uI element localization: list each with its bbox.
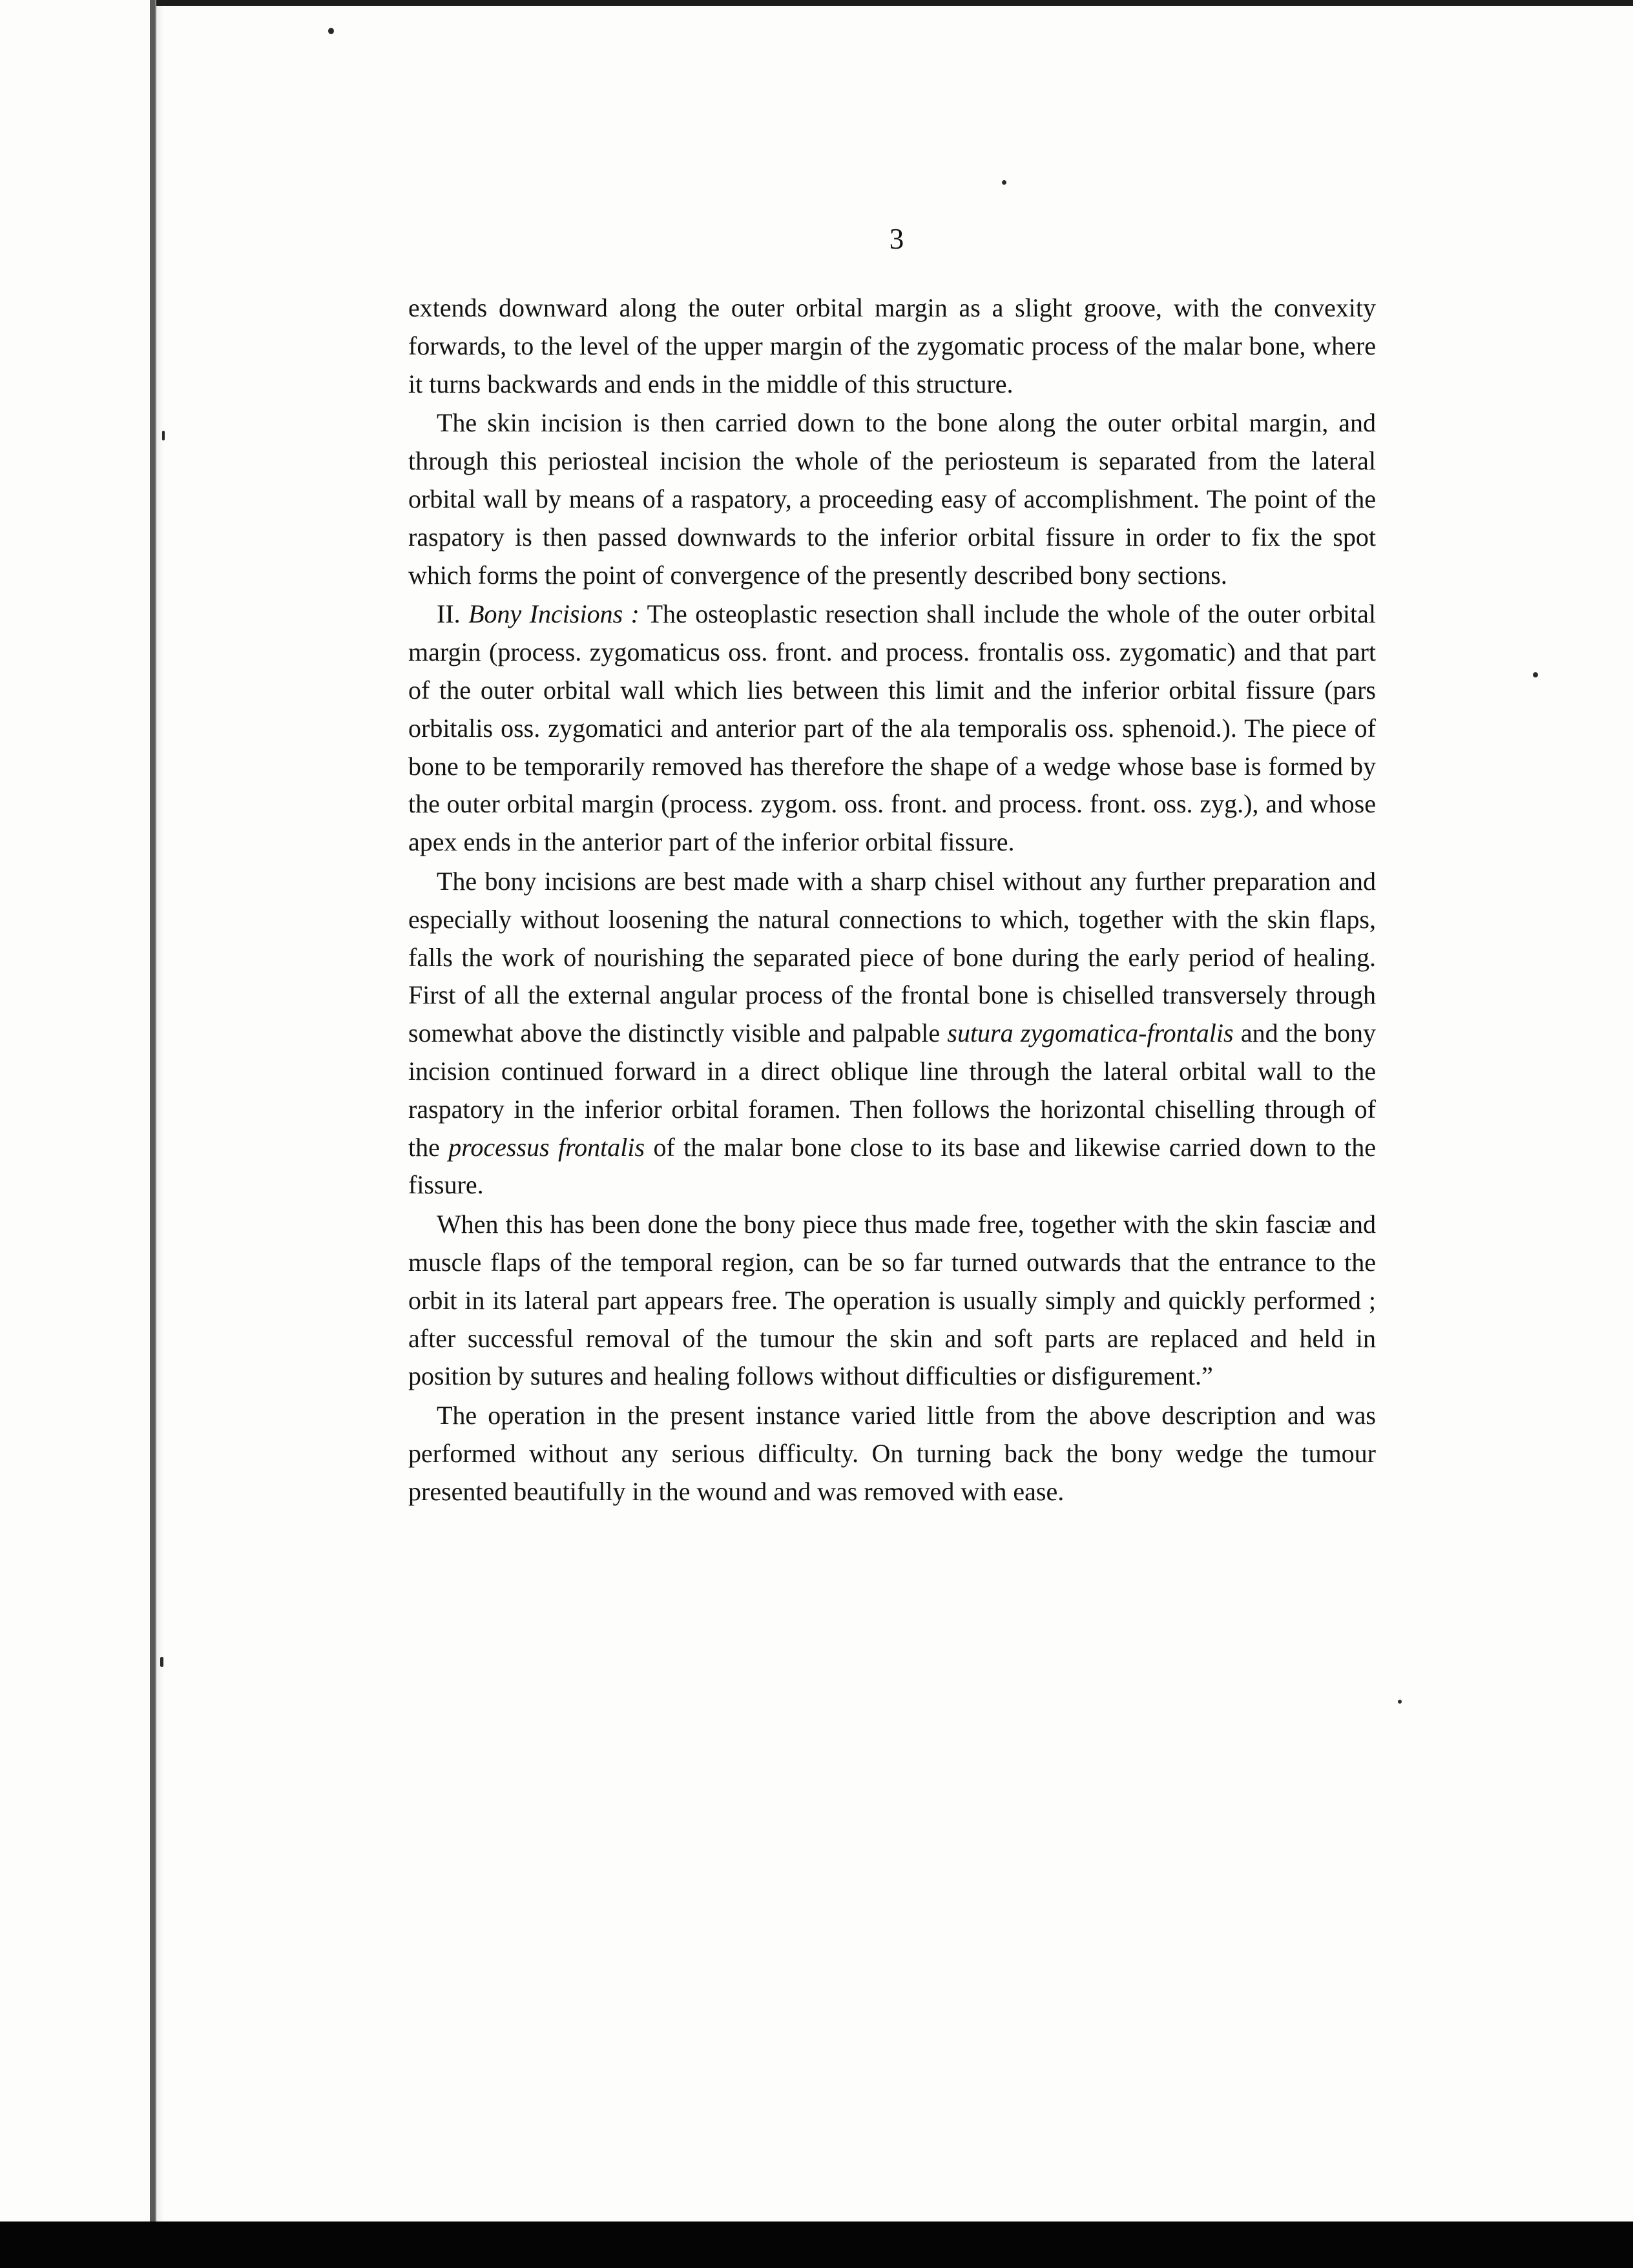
paragraph-result: When this has been done the bony piece thus made free, together with the skin fasciæ and muscle flaps of the temporal region, can be so far turned outwards that the entrance to the orbit in its lateral part appears free. The operation is usually simply and quickly performed ; after successful removal of the tumour the skin and soft parts are replaced and held in position by sutures and healing follows without difficulties or disfigurement.” <box>408 1210 1376 1391</box>
scan-speck <box>162 431 165 440</box>
paragraph-text: of the malar bone close to its base and likewise carried down to the fissure. <box>408 1132 1376 1200</box>
section-number: II. <box>437 599 469 629</box>
page-number: 3 <box>889 223 904 255</box>
paragraph-continuation: extends downward along the outer orbital margin as a slight groove, with the convexity forwards, to the level of the upper margin of the zygomatic process of the malar bone, where it turns backwards and ends in the middle of this structure. <box>408 293 1376 398</box>
paragraph-text: and the bony incision continued forward in a direct oblique line through the lateral orbital wall to the raspatory in the inferior orbital foramen. Then follows the horizontal chiselling through of the <box>408 1018 1377 1162</box>
scan-speck <box>1002 180 1006 185</box>
page-gutter-shadow <box>155 6 164 2222</box>
paragraph-skin-incision: The skin incision is then carried down to the bone along the outer orbital margin, and through this periosteal incision the whole of the periosteum is separated from the lateral orbital wall by means of a raspatory, a proceeding easy of accomplishment. The point of the raspatory is then passed downwards to the inferior orbital fissure in order to fix the spot which forms the point of convergence of the presently described bony sections. <box>408 408 1376 590</box>
scan-speck <box>1533 672 1538 677</box>
scan-speck <box>160 1657 163 1667</box>
scan-speck <box>328 28 334 34</box>
section-heading: Bony Incisions : <box>468 599 640 629</box>
anatomical-term: sutura zygomatica-frontalis <box>947 1018 1234 1048</box>
top-scan-edge <box>155 0 1633 6</box>
paragraph-chisel-procedure <box>408 863 1376 1204</box>
paragraph-text: The bony incisions are best made with a sharp chisel without any further preparation and especially without loosening the natural connections to which, together with the skin flaps, falls the work of nourishing the separated piece of bone during the early period of healing. First of all the external angular process of the frontal bone is chiselled transversely through somewhat above the distinctly visible and palpable <box>408 866 1376 1048</box>
paragraph-bony-incisions <box>408 595 1376 861</box>
paragraph-text: The osteoplastic resection shall include the whole of the outer orbital margin (process. zygomaticus oss. front. and process. frontalis oss. zygomatic) and that part of the outer orbital wall which lies between this limit and the inferior orbital fissure (pars orbitalis oss. zygomatici and anterior part of the ala temporalis oss. sphenoid.). The piece of bone to be temporarily removed has therefore the shape of a wedge whose base is formed by the outer orbital margin (process. zygom. oss. front. and process. front. oss. zyg.), and whose apex ends in the anterior part of the inferior orbital fissure. <box>408 599 1376 857</box>
body-text <box>408 289 1376 1511</box>
bottom-scan-band <box>0 2222 1633 2268</box>
anatomical-term: processus frontalis <box>448 1132 645 1162</box>
scan-speck <box>1398 1700 1402 1704</box>
paragraph-case-report: The operation in the present instance varied little from the above description and was performed without any serious difficulty. On turning back the bony wedge the tumour presented beautifully in the wound and was removed with ease. <box>408 1401 1376 1506</box>
